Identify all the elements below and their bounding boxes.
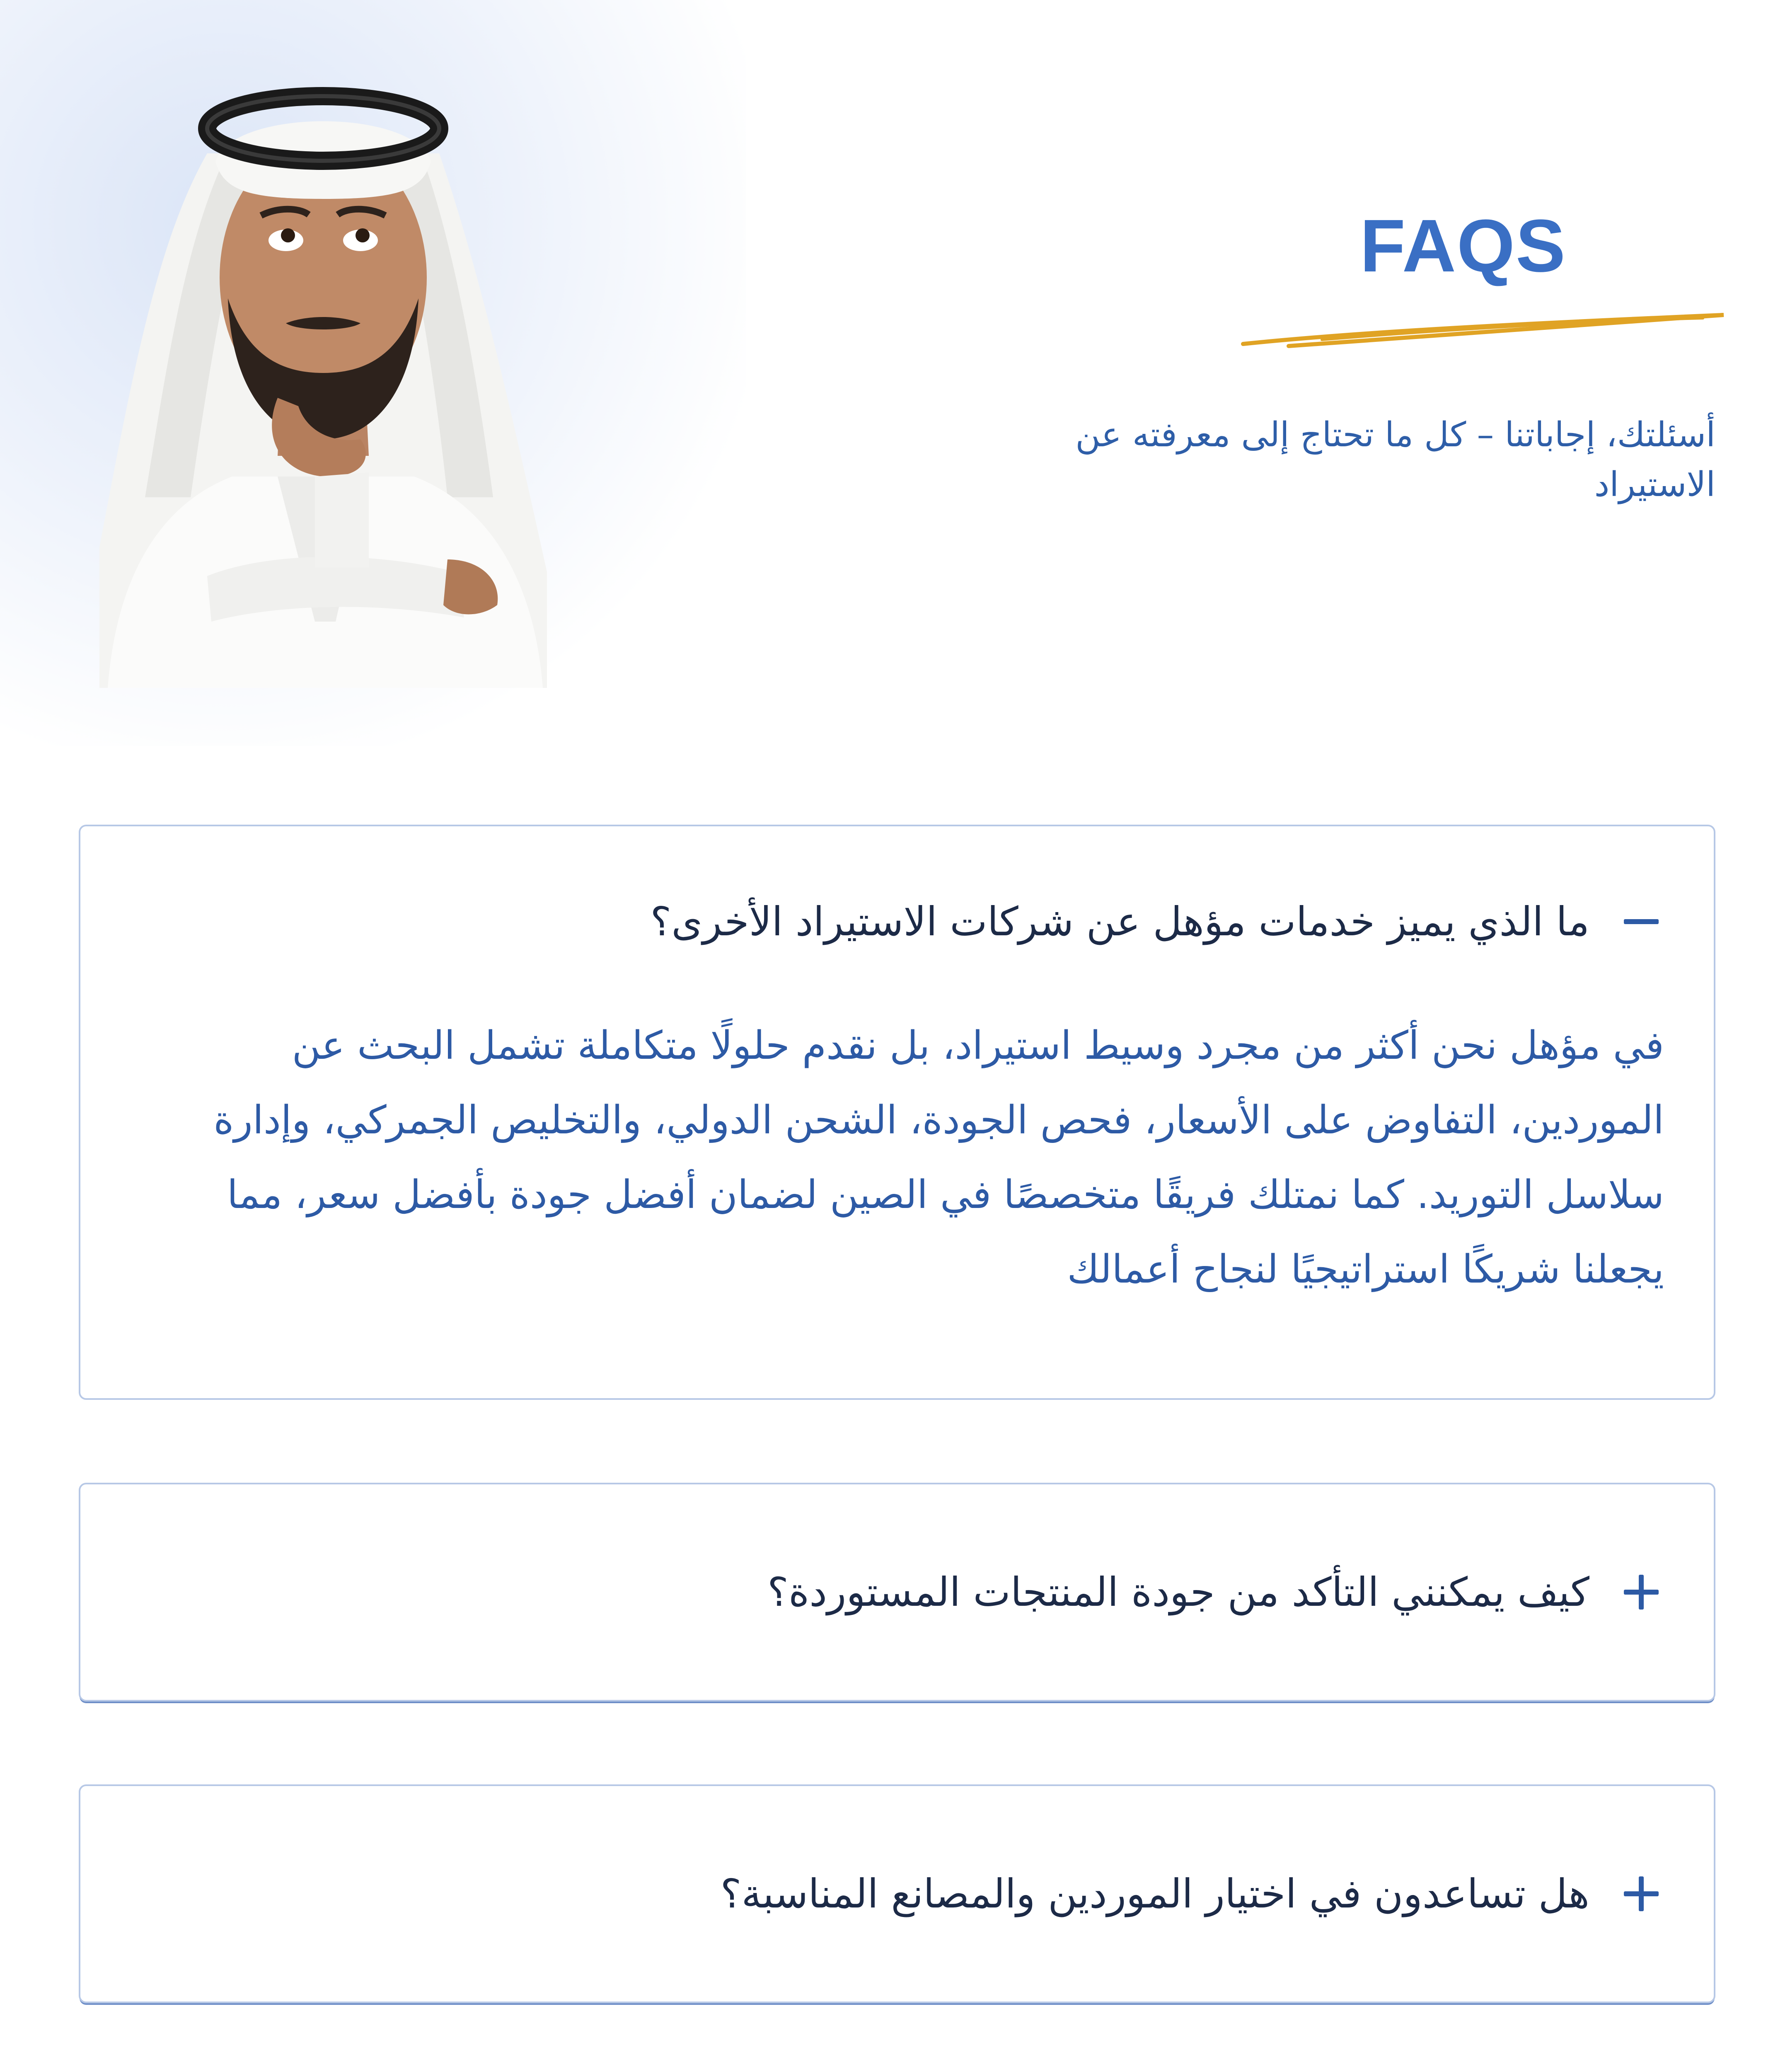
faq-question-text: هل تساعدون في اختيار الموردين والمصانع المناسبة؟ [720,1871,1589,1917]
faq-question-toggle[interactable] [80,1786,1714,2002]
hero-subtitle: أسئلتك، إجاباتنا – كل ما تحتاج إلى معرفته عن الاستيراد [1075,415,1715,504]
faq-answer-text: في مؤهل نحن أكثر من مجرد وسيط استيراد، بل نقدم حلولًا متكاملة تشمل البحث عن الموردين، التفاوض على الأسعار، فحص الجودة، الشحن الدولي، والتخليص الجمركي، وإدارة سلاسل التوريد. كما نمتلك فريقًا متخصصًا في الصين لضمان أفضل جودة بأفضل سعر، مما يجعلنا شريكًا استراتيجيًا لنجاح أعمالك [213,1023,1664,1292]
page-title: FAQS [1359,204,1566,288]
faq-item [79,1784,1715,2003]
thinking-man-illustration [83,83,564,688]
faq-question-text: ما الذي يميز خدمات مؤهل عن شركات الاستيراد الأخرى؟ [650,898,1589,945]
title-underline-swoosh [1239,307,1728,352]
plus-icon[interactable] [1618,1569,1664,1615]
faq-accordion [79,825,1715,2072]
faq-question-text: كيف يمكنني التأكد من جودة المنتجات المستوردة؟ [767,1569,1589,1615]
minus-icon[interactable] [1618,899,1664,944]
plus-icon[interactable] [1618,1871,1664,1917]
faq-item [79,1483,1715,1702]
faq-question-toggle[interactable] [80,826,1714,1009]
faq-item [79,825,1715,1400]
faq-question-toggle[interactable] [80,1484,1714,1700]
faq-hero [0,0,1790,746]
